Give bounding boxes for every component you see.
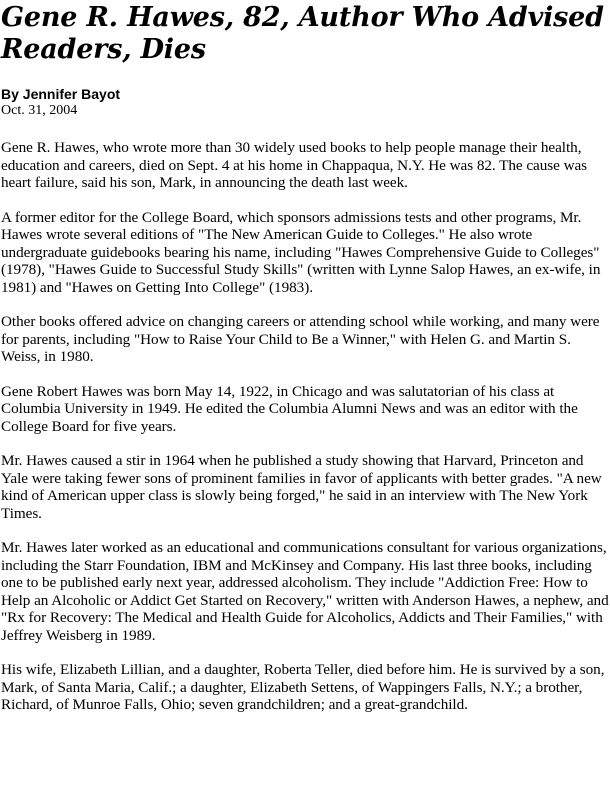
article-body — [1, 139, 610, 714]
paragraph-4: Gene Robert Hawes was born May 14, 1922, in Chicago and was salutatorian of his class at Columbia University in 1949. He edited the Columbia Alumni News and was an editor with the College Board for five years. — [1, 382, 578, 435]
headline: Gene R. Hawes, 82, Author Who Advised Readers, Dies — [1, 2, 604, 65]
publication-date: Oct. 31, 2004 — [1, 103, 78, 118]
byline: By Jennifer Bayot — [1, 86, 121, 102]
paragraph-2: A former editor for the College Board, which sponsors admissions tests and other programs, Mr. Hawes wrote several editions of "The New American Guide to Colleges." He also wrote undergraduate guidebooks bearing his name, including "Hawes Comprehensive Guide to Colleges" (1978), "Hawes Guide to Successful Study Skills" (written with Lynne Salop Hawes, an ex-wife, in 1981) and "Hawes on Getting Into College" (1983). — [1, 208, 601, 296]
paragraph-7: His wife, Elizabeth Lillian, and a daughter, Roberta Teller, died before him. He is survived by a son, Mark, of Santa Maria, Calif.; a daughter, Elizabeth Settens, of Wappingers Falls, N.Y.; a brother, Richard, of Munroe Falls, Ohio; seven grandchildren; and a great-grandchild. — [1, 661, 605, 713]
paragraph-1: Gene R. Hawes, who wrote more than 30 widely used books to help people manage their health, education and careers, died on Sept. 4 at his home in Chappaqua, N.Y. He was 82. The cause was heart failure, said his son, Mark, in announcing the death last week. — [1, 139, 588, 191]
paragraph-5: Mr. Hawes caused a stir in 1964 when he published a study showing that Harvard, Princeton and Yale were taking fewer sons of prominent families in favor of applicants with better grades. "A new kind of American upper class is slowly being forged," he said in an interview with The New York Times. — [1, 452, 602, 522]
paragraph-6: Mr. Hawes later worked as an educational and communications consultant for various organizations, including the Starr Foundation, IBM and McKinsey and Company. His last three books, including one to be published early next year, addressed alcoholism. They include "Addiction Free: How to Help an Alcoholic or Addict Get Started on Recovery," written with Anderson Hawes, a nephew, and "Rx for Recovery: The Medical and Health Guide for Alcoholics, Addicts and Their Families," with Jeffrey Weisberg in 1989. — [1, 539, 609, 644]
paragraph-3: Other books offered advice on changing careers or attending school while working, and many were for parents, including "How to Raise Your Child to Be a Winner," with Helen G. and Martin S. Weiss, in 1980. — [1, 313, 600, 365]
